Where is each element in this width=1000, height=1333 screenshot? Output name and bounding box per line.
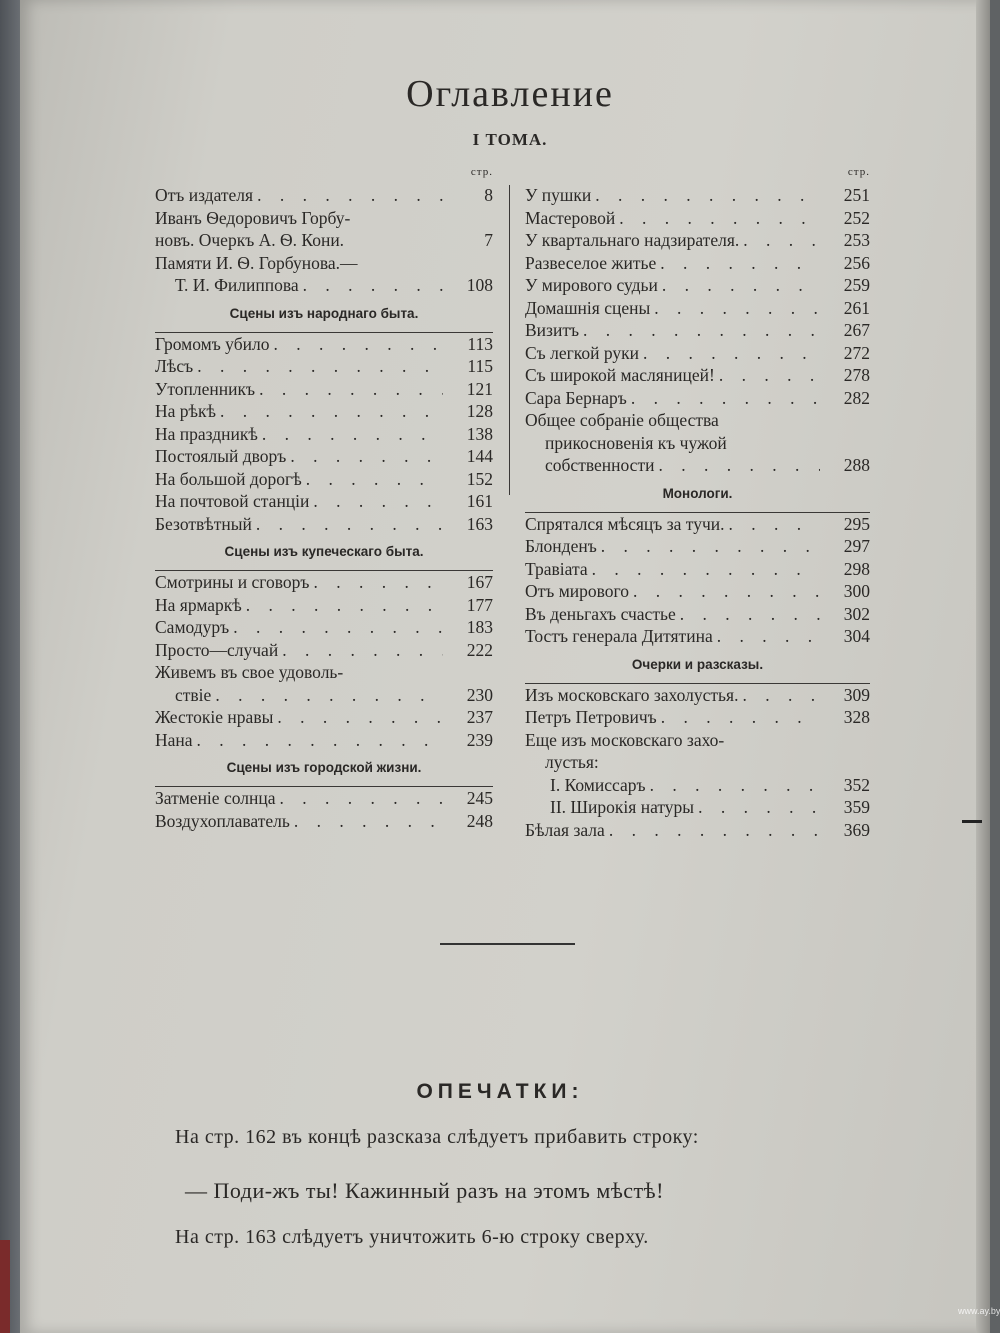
- column-divider: [509, 185, 510, 495]
- leader-dots: [253, 184, 443, 207]
- toc-entry-title: У пушки: [525, 185, 592, 205]
- toc-entry: [155, 423, 493, 446]
- toc-entry-title-cont: Общее собраніе общества: [525, 410, 719, 430]
- toc-entry: [155, 513, 493, 536]
- page-marker: [962, 820, 982, 823]
- toc-entry-title: Спрятался мѣсяцъ за тучи.: [525, 513, 725, 534]
- toc-entry-title: На ярмаркѣ: [155, 594, 242, 615]
- toc-entry-title: Затменіе солнца: [155, 788, 276, 808]
- toc-entry-title: Съ широкой масляницей!: [525, 365, 715, 385]
- toc-entry: [155, 616, 493, 639]
- leader-dots: [739, 229, 820, 252]
- page-edge: [976, 0, 990, 1333]
- errata-line-2: — Поди-жъ ты! Кажинный разъ на этомъ мѣстѣ!: [185, 1178, 664, 1203]
- leader-dots: [591, 184, 820, 207]
- toc-entry-page: 167: [466, 572, 493, 592]
- toc-entry-title: собственности: [545, 455, 655, 475]
- toc-entry: [155, 229, 493, 252]
- cover-edge: [0, 1240, 10, 1333]
- watermark: www.ay.by: [958, 1306, 1000, 1316]
- leader-dots: [242, 594, 443, 617]
- toc-entry-page: 369: [843, 819, 870, 840]
- toc-entry-page: 352: [843, 774, 870, 795]
- toc-entry-title-cont: Еще изъ московскаго захо-: [525, 729, 725, 750]
- toc-entry-title: Отъ мирового: [525, 581, 630, 601]
- errata-line-3: На стр. 163 слѣдуетъ уничтожить 6-ю строку сверху.: [175, 1226, 649, 1248]
- leader-dots: [193, 355, 443, 378]
- toc-entry-page: 7: [484, 230, 493, 250]
- section-entries: [525, 684, 870, 842]
- section-entries: [155, 787, 493, 832]
- toc-entry-title: Тостъ генерала Дитятина: [525, 626, 713, 646]
- toc-entry-page: 300: [843, 581, 870, 601]
- toc-entry-page: 108: [466, 275, 493, 295]
- toc-entry: [525, 535, 870, 558]
- toc-entry-title: I. Комиссаръ: [550, 774, 646, 795]
- toc-entry-title: Смотрины и сговоръ: [155, 572, 310, 592]
- toc-entry-page: 267: [843, 320, 870, 340]
- page-title: Оглавление: [406, 73, 614, 115]
- leader-dots: [211, 684, 443, 707]
- leader-dots: [597, 535, 820, 558]
- leader-dots: [309, 571, 443, 594]
- toc-entry-title: Памяти И. Ѳ. Горбунова.—: [155, 252, 358, 273]
- toc-entry: [525, 184, 870, 207]
- toc-entry-page: 252: [843, 207, 870, 228]
- toc-entry-page: 288: [843, 455, 870, 475]
- toc-entry-title-cont: новъ. Очеркъ А. Ѳ. Кони.: [155, 230, 345, 250]
- toc-entry-title: Травіата: [525, 558, 588, 579]
- toc-entry-title: Съ легкой руки: [525, 342, 640, 363]
- toc-entry-title: Въ деньгахъ счастье: [525, 603, 676, 624]
- errata-heading: ОПЕЧАТКИ:: [416, 1080, 584, 1103]
- toc-entry-title: У мирового судьи: [525, 275, 658, 295]
- toc-entry-title: На большой дорогѣ: [155, 468, 302, 489]
- toc-entry: [155, 445, 493, 468]
- toc-entry-page: 259: [843, 275, 870, 295]
- toc-entry-page: 309: [843, 684, 870, 705]
- toc-entry-page: 152: [466, 468, 493, 489]
- toc-entry: [525, 603, 870, 626]
- toc-entry: [525, 364, 870, 387]
- toc-entry: [525, 580, 870, 603]
- toc-entry-title: лустья:: [545, 752, 599, 772]
- toc-entry-page: 121: [466, 378, 493, 399]
- leader-dots: [273, 706, 443, 729]
- leader-dots: [290, 810, 443, 833]
- toc-entry-page: 138: [466, 423, 493, 444]
- toc-entry-page: 297: [843, 536, 870, 556]
- leader-dots: [629, 580, 820, 603]
- toc-entry-title: У квартальнаго надзирателя.: [525, 230, 740, 250]
- toc-entry-title: На рѣкѣ: [155, 401, 217, 421]
- toc-entry: [155, 490, 493, 513]
- toc-entry-page: 278: [843, 365, 870, 385]
- toc-entry-title: Нана: [155, 729, 193, 750]
- toc-entry-title: Воздухоплаватель: [155, 810, 290, 831]
- toc-entry-page: 304: [843, 626, 870, 646]
- toc-entry-page: 161: [466, 491, 493, 511]
- leader-dots: [309, 490, 443, 513]
- toc-entry-title-cont: прикосновенія къ чужой: [545, 432, 727, 453]
- toc-entry-page: 8: [484, 185, 493, 205]
- leader-dots: [299, 274, 443, 297]
- toc-entry: [155, 810, 493, 833]
- leader-dots: [269, 333, 443, 356]
- toc-entry: [155, 400, 493, 423]
- toc-entry-title-cont: Т. И. Филиппова: [175, 275, 299, 295]
- leader-dots: [229, 616, 443, 639]
- toc-entry: [155, 468, 493, 491]
- toc-entry-title-cont: Живемъ въ свое удоволь-: [155, 662, 344, 682]
- leader-dots: [579, 319, 820, 342]
- toc-entry-title: Иванъ Ѳедоровичъ Горбу-: [155, 207, 351, 228]
- section-heading: Сцены изъ купеческаго быта.: [224, 544, 424, 559]
- toc-entry-title: Изъ московскаго захолустья.: [525, 684, 739, 705]
- toc-entry-title: Петръ Петровичъ: [525, 707, 657, 727]
- toc-entry-title: Мастеровой: [525, 207, 616, 228]
- toc-entry-title: Самодуръ: [155, 617, 230, 637]
- toc-entry-page: 183: [466, 617, 493, 637]
- toc-entry: [525, 558, 870, 581]
- toc-entry: [155, 378, 493, 401]
- page-subtitle: I ТОМА.: [472, 130, 548, 149]
- toc-entry-page: 328: [843, 707, 870, 727]
- leader-dots: [654, 454, 820, 477]
- toc-entry-page: 302: [843, 603, 870, 624]
- leader-dots: [725, 513, 821, 536]
- toc-entry-title: ствіе: [175, 684, 212, 705]
- toc-entry-page: 163: [466, 513, 493, 534]
- leader-dots: [193, 729, 443, 752]
- book-spine: [0, 0, 22, 1333]
- toc-entry-page: 256: [843, 252, 870, 273]
- toc-entry: [155, 274, 493, 297]
- leader-dots: [694, 796, 820, 819]
- leader-dots: [605, 819, 820, 842]
- toc-entry-page: 253: [843, 230, 870, 250]
- errata-line-1: На стр. 162 въ концѣ разсказа слѣдуетъ прибавить строку:: [175, 1126, 699, 1148]
- toc-entry: [525, 751, 870, 774]
- section-heading: Монологи.: [662, 485, 733, 501]
- toc-entry: [525, 274, 870, 297]
- toc-entry: [155, 787, 493, 810]
- toc-entry-page: 282: [843, 387, 870, 408]
- toc-entry: [155, 684, 493, 707]
- section-heading: Очерки и разсказы.: [631, 656, 764, 672]
- toc-entry: [155, 594, 493, 617]
- section-heading: Сцены изъ народнаго быта.: [229, 305, 419, 321]
- leader-dots: [627, 387, 820, 410]
- toc-entry: [525, 297, 870, 320]
- toc-entry-title: На почтовой станціи: [155, 491, 310, 511]
- toc-entry: [525, 774, 870, 797]
- toc-entry: [525, 513, 870, 536]
- toc-entry: [525, 342, 870, 365]
- toc-entry-page: 237: [466, 707, 493, 727]
- toc-entry-title: Блонденъ: [525, 536, 597, 556]
- leader-dots: [278, 639, 443, 662]
- section-entries: [155, 333, 493, 536]
- page-column-label: стр.: [847, 166, 870, 178]
- separator-rule: [440, 943, 575, 945]
- leader-dots: [656, 252, 820, 275]
- leader-dots: [615, 207, 820, 230]
- toc-entry: [525, 706, 870, 729]
- toc-entry: [155, 184, 493, 207]
- leader-dots: [676, 603, 820, 626]
- leader-dots: [713, 625, 820, 648]
- toc-entry: [525, 684, 870, 707]
- toc-entry-page: 245: [466, 788, 493, 808]
- section-entries: [525, 513, 870, 648]
- toc-entry-page: 251: [843, 185, 870, 205]
- toc-entry-title: Развеселое житье: [525, 252, 657, 273]
- leader-dots: [715, 364, 820, 387]
- toc-entry-title: На праздникѣ: [155, 423, 258, 444]
- toc-left-column: [155, 160, 493, 832]
- toc-entry-page: 113: [467, 333, 493, 354]
- toc-entry-page: 144: [466, 446, 493, 466]
- toc-entry: [525, 207, 870, 230]
- toc-entry-page: 115: [467, 356, 493, 376]
- toc-entry-title: Отъ издателя: [155, 185, 254, 205]
- toc-entry: [155, 355, 493, 378]
- toc-entry-title: Жестокіе нравы: [155, 707, 274, 727]
- toc-entry: [525, 319, 870, 342]
- toc-entry: [155, 639, 493, 662]
- toc-entry: [525, 252, 870, 275]
- page-column-label: стр.: [470, 166, 493, 178]
- leader-dots: [216, 400, 443, 423]
- toc-entry-title: Лѣсъ: [155, 356, 194, 376]
- toc-right-column: [525, 160, 870, 841]
- toc-entry: [525, 819, 870, 842]
- toc-entry-page: 128: [466, 401, 493, 421]
- toc-entry-page: 239: [466, 729, 493, 750]
- leader-dots: [286, 445, 443, 468]
- toc-entry: [155, 333, 493, 356]
- section-entries: [155, 571, 493, 751]
- leader-dots: [252, 513, 443, 536]
- toc-entry: [155, 729, 493, 752]
- toc-entry-title: Безотвѣтный: [155, 513, 252, 534]
- toc-entry-page: 272: [843, 342, 870, 363]
- toc-entry-title: Бѣлая зала: [525, 819, 605, 840]
- toc-entry-title: Утопленникъ: [155, 378, 256, 399]
- toc-entry: [155, 571, 493, 594]
- leader-dots: [639, 342, 820, 365]
- toc-entry-title: Сара Бернаръ: [525, 387, 627, 408]
- toc-entry-title: Визитъ: [525, 320, 580, 340]
- toc-entry-title: Домашнія сцены: [525, 297, 651, 318]
- toc-entry-page: 261: [843, 297, 870, 318]
- leader-dots: [738, 684, 820, 707]
- toc-entry: [155, 706, 493, 729]
- leader-dots: [275, 787, 443, 810]
- section-heading: Сцены изъ городской жизни.: [226, 760, 422, 775]
- leader-dots: [588, 558, 820, 581]
- toc-entry-page: 222: [466, 639, 493, 660]
- toc-entry: [525, 387, 870, 410]
- leader-dots: [255, 378, 443, 401]
- toc-entry-page: 295: [843, 513, 870, 534]
- toc-entry-title: Постоялый дворъ: [155, 446, 287, 466]
- leader-dots: [646, 774, 820, 797]
- toc-entry: [525, 454, 870, 477]
- toc-entry-title: Просто—случай: [155, 639, 279, 660]
- toc-entry: [525, 229, 870, 252]
- toc-entry-page: 248: [466, 810, 493, 831]
- toc-entry-page: 177: [466, 594, 493, 615]
- toc-entry-page: 298: [843, 558, 870, 579]
- leader-dots: [658, 274, 820, 297]
- toc-entry-page: 230: [466, 684, 493, 705]
- leader-dots: [302, 468, 443, 491]
- toc-entry-page: 359: [843, 797, 870, 817]
- leader-dots: [258, 423, 443, 446]
- toc-entry-title: Громомъ убило: [155, 333, 270, 354]
- toc-entry: [525, 796, 870, 819]
- leader-dots: [657, 706, 820, 729]
- toc-entry-title: II. Широкія натуры: [550, 797, 695, 817]
- section-entries: [525, 184, 870, 477]
- leader-dots: [650, 297, 820, 320]
- toc-entry: [525, 625, 870, 648]
